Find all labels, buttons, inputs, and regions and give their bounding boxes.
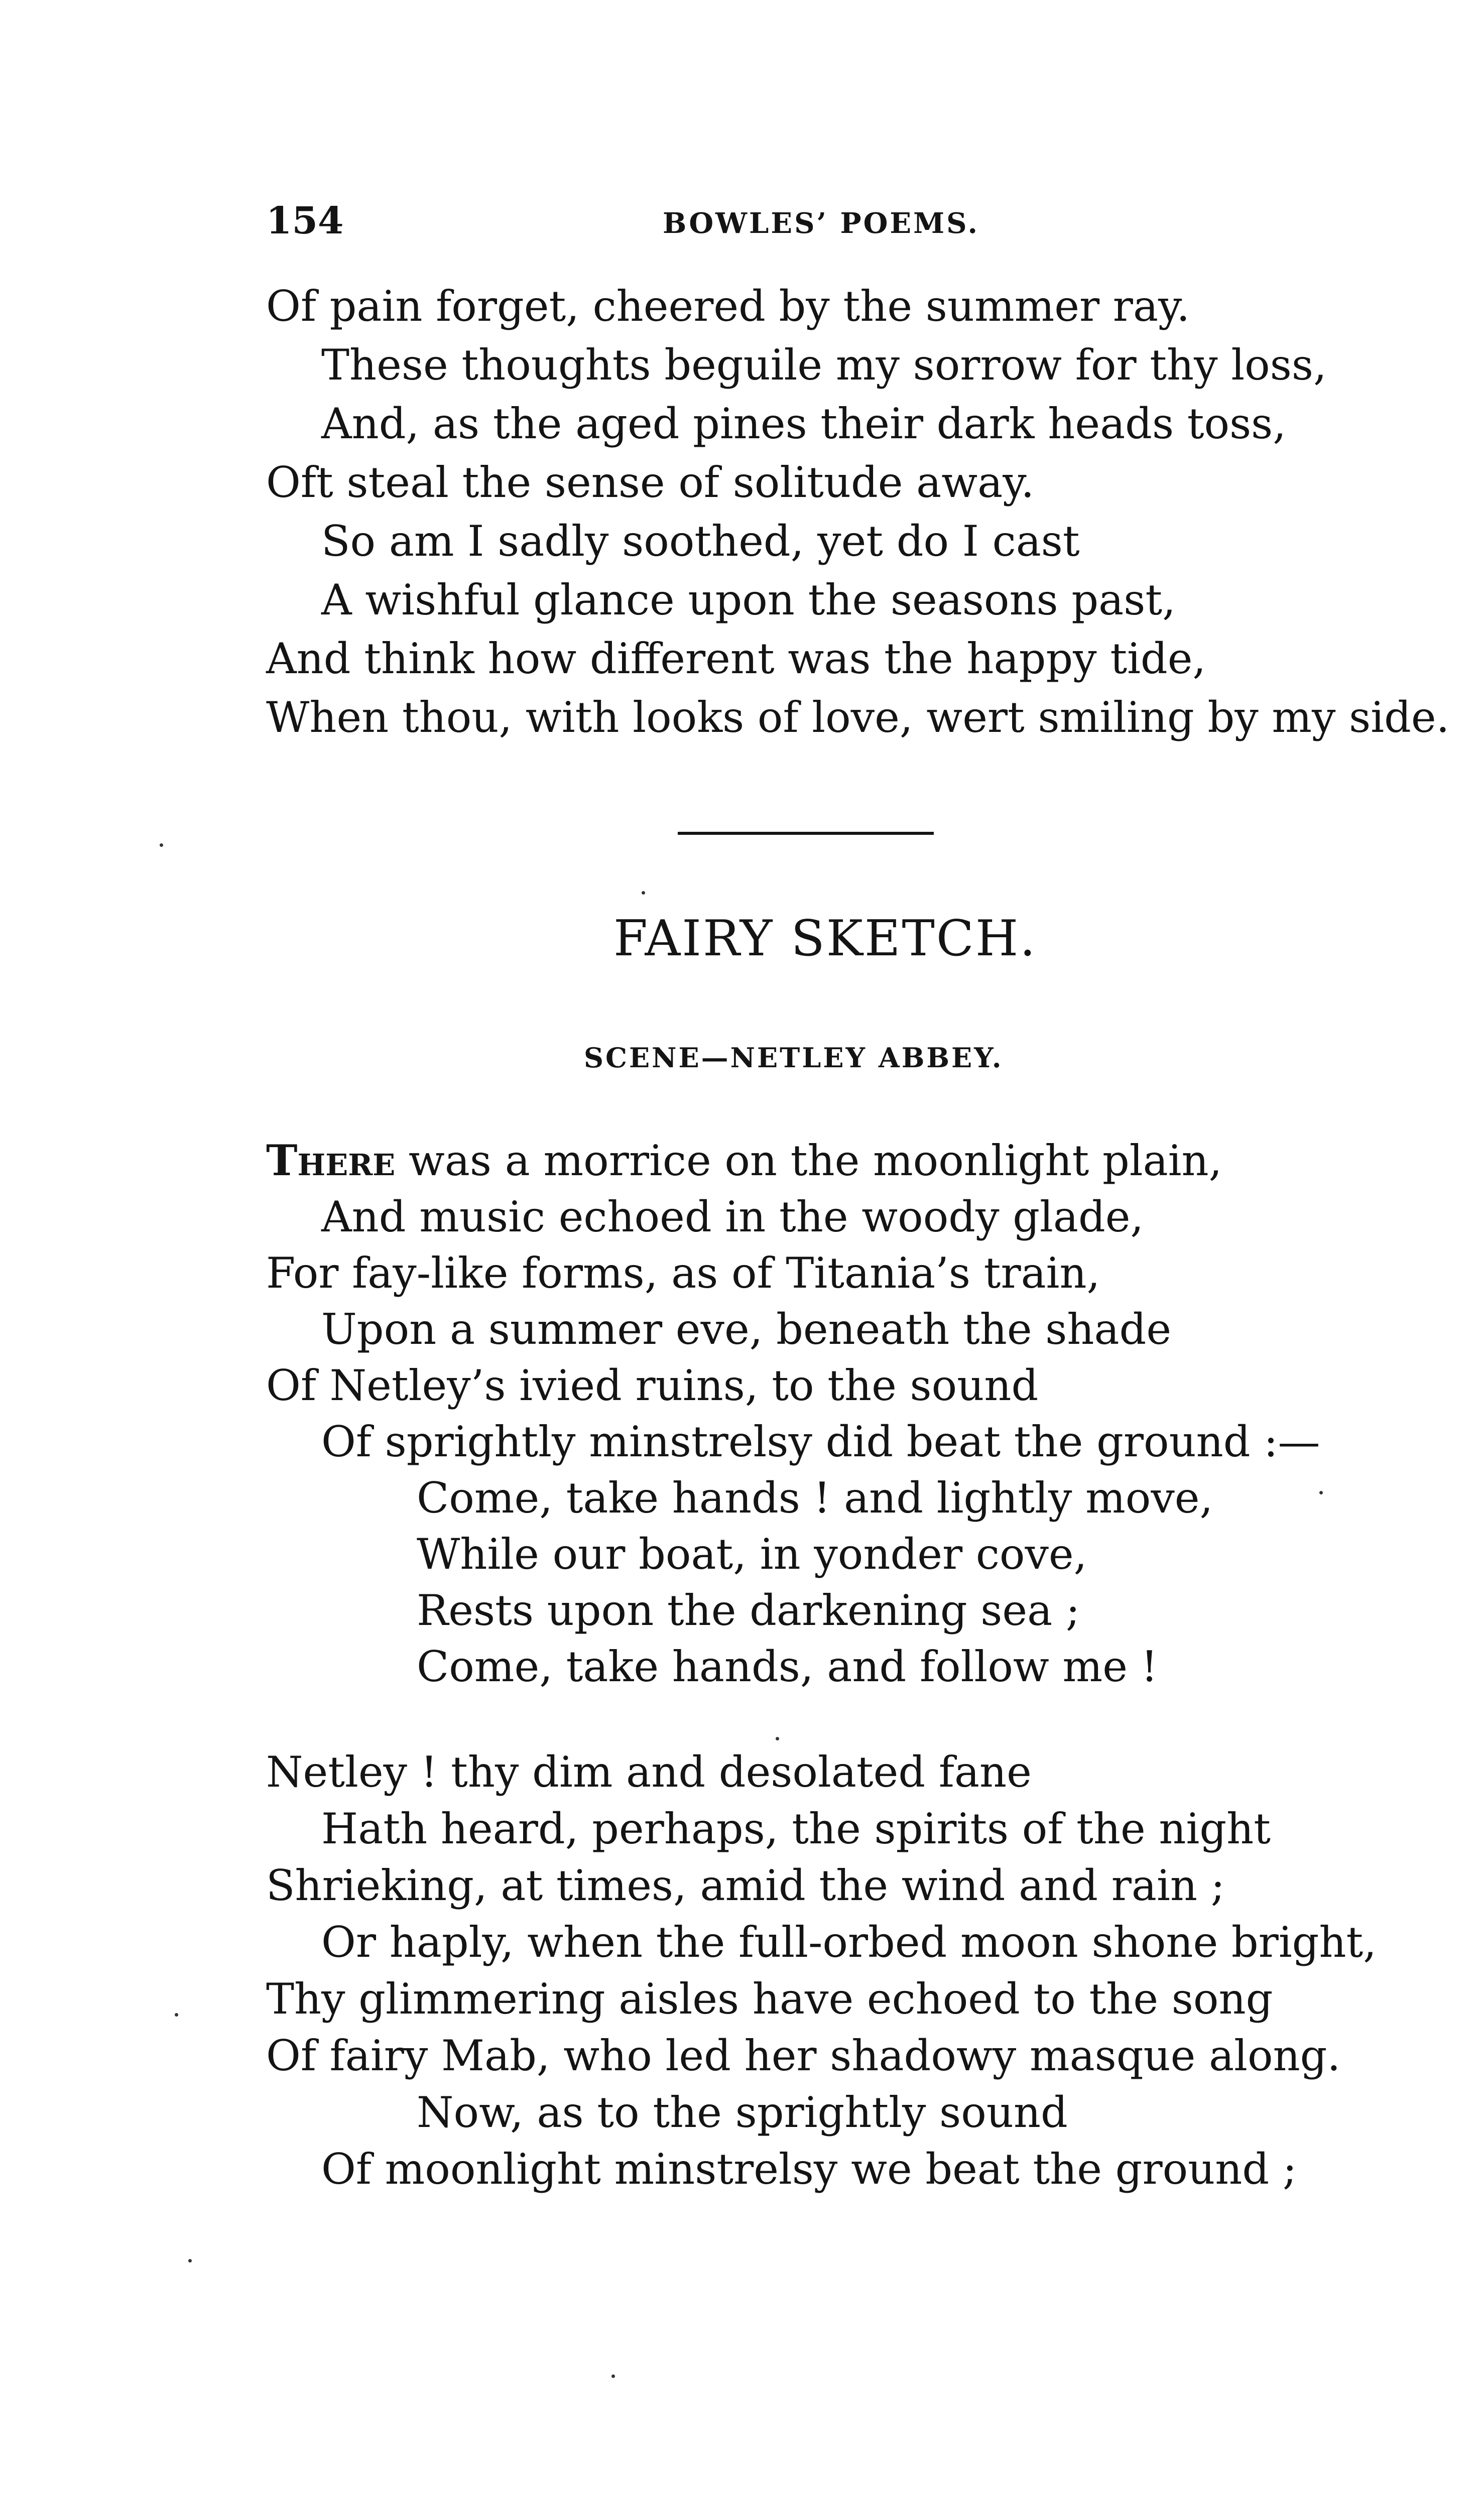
verse-line: Come, take hands ! and lightly move, xyxy=(417,1473,1213,1523)
verse-line: Of pain forget, cheered by the summer ray. xyxy=(266,282,1190,331)
verse-line: When thou, with looks of love, wert smiling by my side. xyxy=(266,693,1450,742)
verse-line: Rests upon the darkening sea ; xyxy=(417,1586,1080,1635)
verse-line: So am I sadly soothed, yet do I cast xyxy=(321,517,1080,566)
verse-line-text: was a morrice on the moonlight plain, xyxy=(395,1136,1222,1185)
verse-line: Thy glimmering aisles have echoed to the song xyxy=(266,1974,1273,2024)
scan-speck xyxy=(1319,1491,1323,1494)
verse-line: Of sprightly minstrelsy did beat the ground :— xyxy=(321,1417,1320,1466)
verse-line: A wishful glance upon the seasons past, xyxy=(321,575,1176,624)
verse-line xyxy=(266,1136,1222,1186)
verse-line: Of moonlight minstrelsy we beat the ground ; xyxy=(321,2145,1297,2194)
verse-line: Upon a summer eve, beneath the shade xyxy=(321,1305,1172,1354)
running-title: BOWLES’ POEMS. xyxy=(663,207,980,240)
verse-line: Netley ! thy dim and desolated fane xyxy=(266,1747,1032,1797)
verse-line: And music echoed in the woody glade, xyxy=(321,1192,1144,1241)
verse-line: Of fairy Mab, who led her shadowy masque along. xyxy=(266,2031,1341,2080)
verse-line: For fay-like forms, as of Titania’s train, xyxy=(266,1248,1100,1298)
verse-line: Oft steal the sense of solitude away. xyxy=(266,458,1035,507)
scene-subtitle: SCENE—NETLEY ABBEY. xyxy=(584,1042,1004,1074)
verse-line: Hath heard, perhaps, the spirits of the night xyxy=(321,1804,1271,1853)
section-divider xyxy=(678,832,934,835)
verse-line: Now, as to the sprightly sound xyxy=(417,2088,1068,2137)
verse-line: While our boat, in yonder cove, xyxy=(417,1530,1087,1579)
running-head xyxy=(266,198,1270,243)
scan-speck xyxy=(611,2374,615,2378)
verse-line: And, as the aged pines their dark heads toss, xyxy=(321,399,1286,448)
verse-line: And think how different was the happy tide, xyxy=(266,634,1206,683)
verse-line: Or haply, when the full-orbed moon shone bright, xyxy=(321,1918,1377,1967)
page-number: 154 xyxy=(266,199,344,242)
poem-title: FAIRY SKETCH. xyxy=(613,910,1037,967)
scan-speck xyxy=(776,1737,779,1740)
scan-speck xyxy=(175,2013,178,2017)
verse-line: Shrieking, at times, amid the wind and rain ; xyxy=(266,1861,1225,1910)
scan-speck xyxy=(188,2259,192,2263)
drop-word: There xyxy=(266,1136,396,1185)
verse-line: These thoughts beguile my sorrow for thy loss, xyxy=(321,340,1327,390)
verse-line: Come, take hands, and follow me ! xyxy=(417,1642,1158,1691)
scan-speck xyxy=(642,891,645,895)
scan-speck xyxy=(160,843,163,847)
verse-line: Of Netley’s ivied ruins, to the sound xyxy=(266,1361,1039,1410)
